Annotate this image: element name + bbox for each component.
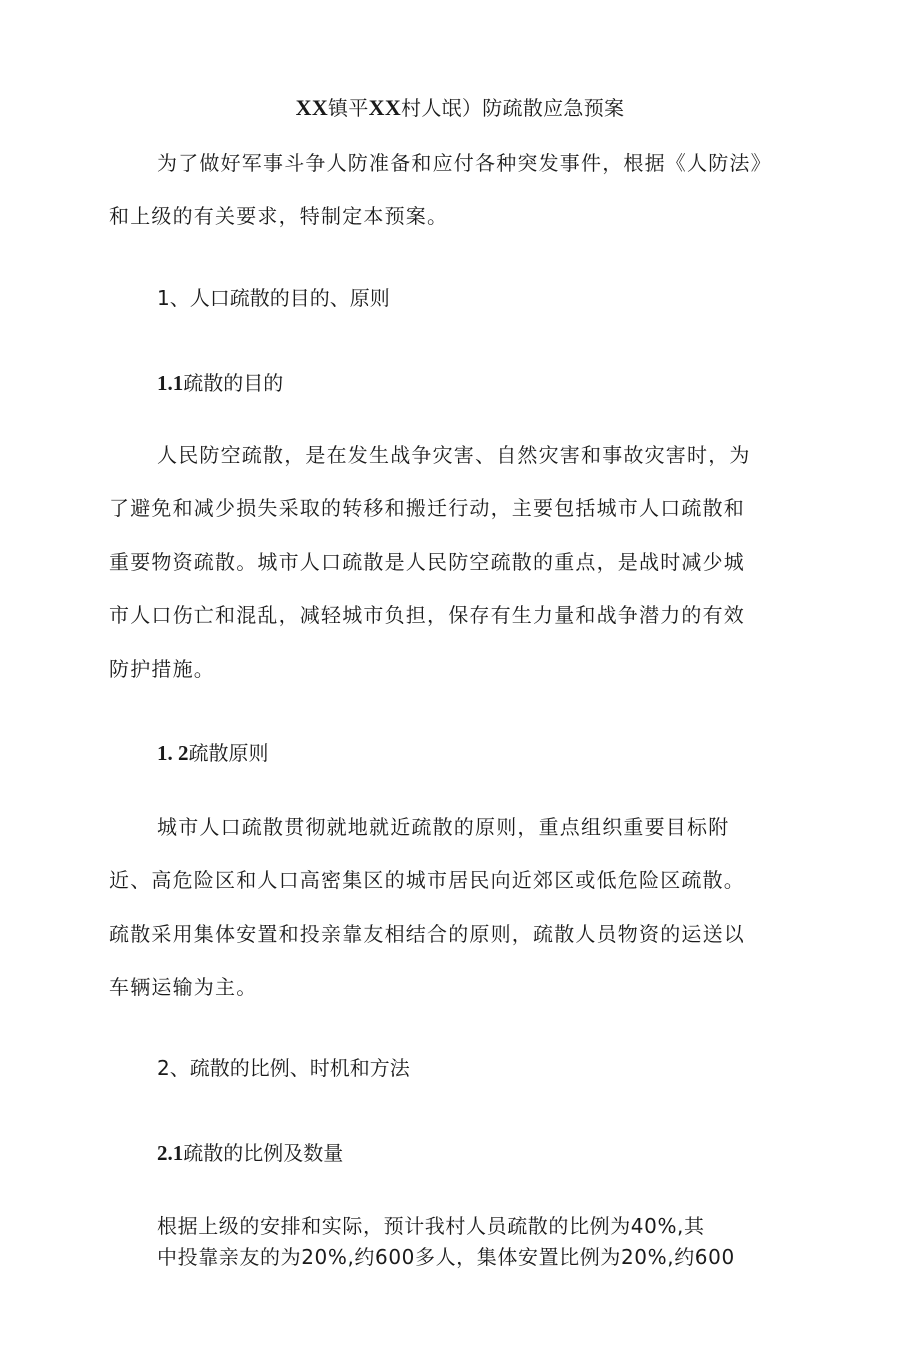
title-placeholder-village: XX [368, 95, 402, 120]
subsection-1-1-number: 1.1 [157, 371, 184, 395]
subsection-1-1-title: 疏散的目的 [183, 371, 284, 395]
subsection-1-2-number: 1. 2 [157, 741, 189, 765]
title-text-2: 村人氓）防疏散应急预案 [401, 96, 625, 120]
section-2-heading: 2、疏散的比例、时机和方法 [157, 1056, 410, 1080]
subsection-2-1-body-line-1: 根据上级的安排和实际，预计我村人员疏散的比例为40%,其 [157, 1214, 705, 1238]
subsection-2-1-number: 2.1 [157, 1141, 184, 1165]
subsection-1-2-title: 疏散原则 [188, 741, 269, 765]
section-1-heading: 1、人口疏散的目的、原则 [157, 286, 390, 310]
title-placeholder-town: XX [295, 95, 329, 120]
subsection-1-2-body: 城市人口疏散贯彻就地就近疏散的原则，重点组织重要目标附近、高危险区和人口高密集区的城市居民向近郊区或低危险区疏散。疏散采用集体安置和投亲靠友相结合的原则，疏散人员物资的运送以车辆运输为主。 [109, 815, 745, 1000]
subsection-2-1-heading [157, 1138, 343, 1168]
subsection-1-1-body: 人民防空疏散，是在发生战争灾害、自然灾害和事故灾害时，为了避免和减少损失采取的转移和搬迁行动，主要包括城市人口疏散和重要物资疏散。城市人口疏散是人民防空疏散的重点，是战时减少城市人口伤亡和混乱，减轻城市负担，保存有生力量和战争潜力的有效防护措施。 [109, 443, 751, 681]
subsection-2-1-title: 疏散的比例及数量 [183, 1141, 344, 1165]
title-text-1: 镇平 [328, 96, 369, 120]
subsection-1-2-heading [157, 738, 269, 768]
subsection-1-1-heading [157, 368, 283, 398]
document-title [0, 93, 920, 123]
intro-paragraph: 为了做好军事斗争人防准备和应付各种突发事件，根据《人防法》和上级的有关要求，特制定本预案。 [109, 151, 762, 229]
subsection-2-1-body-line-2: 中投靠亲友的为20%,约600多人，集体安置比例为20%,约600 [157, 1245, 735, 1269]
